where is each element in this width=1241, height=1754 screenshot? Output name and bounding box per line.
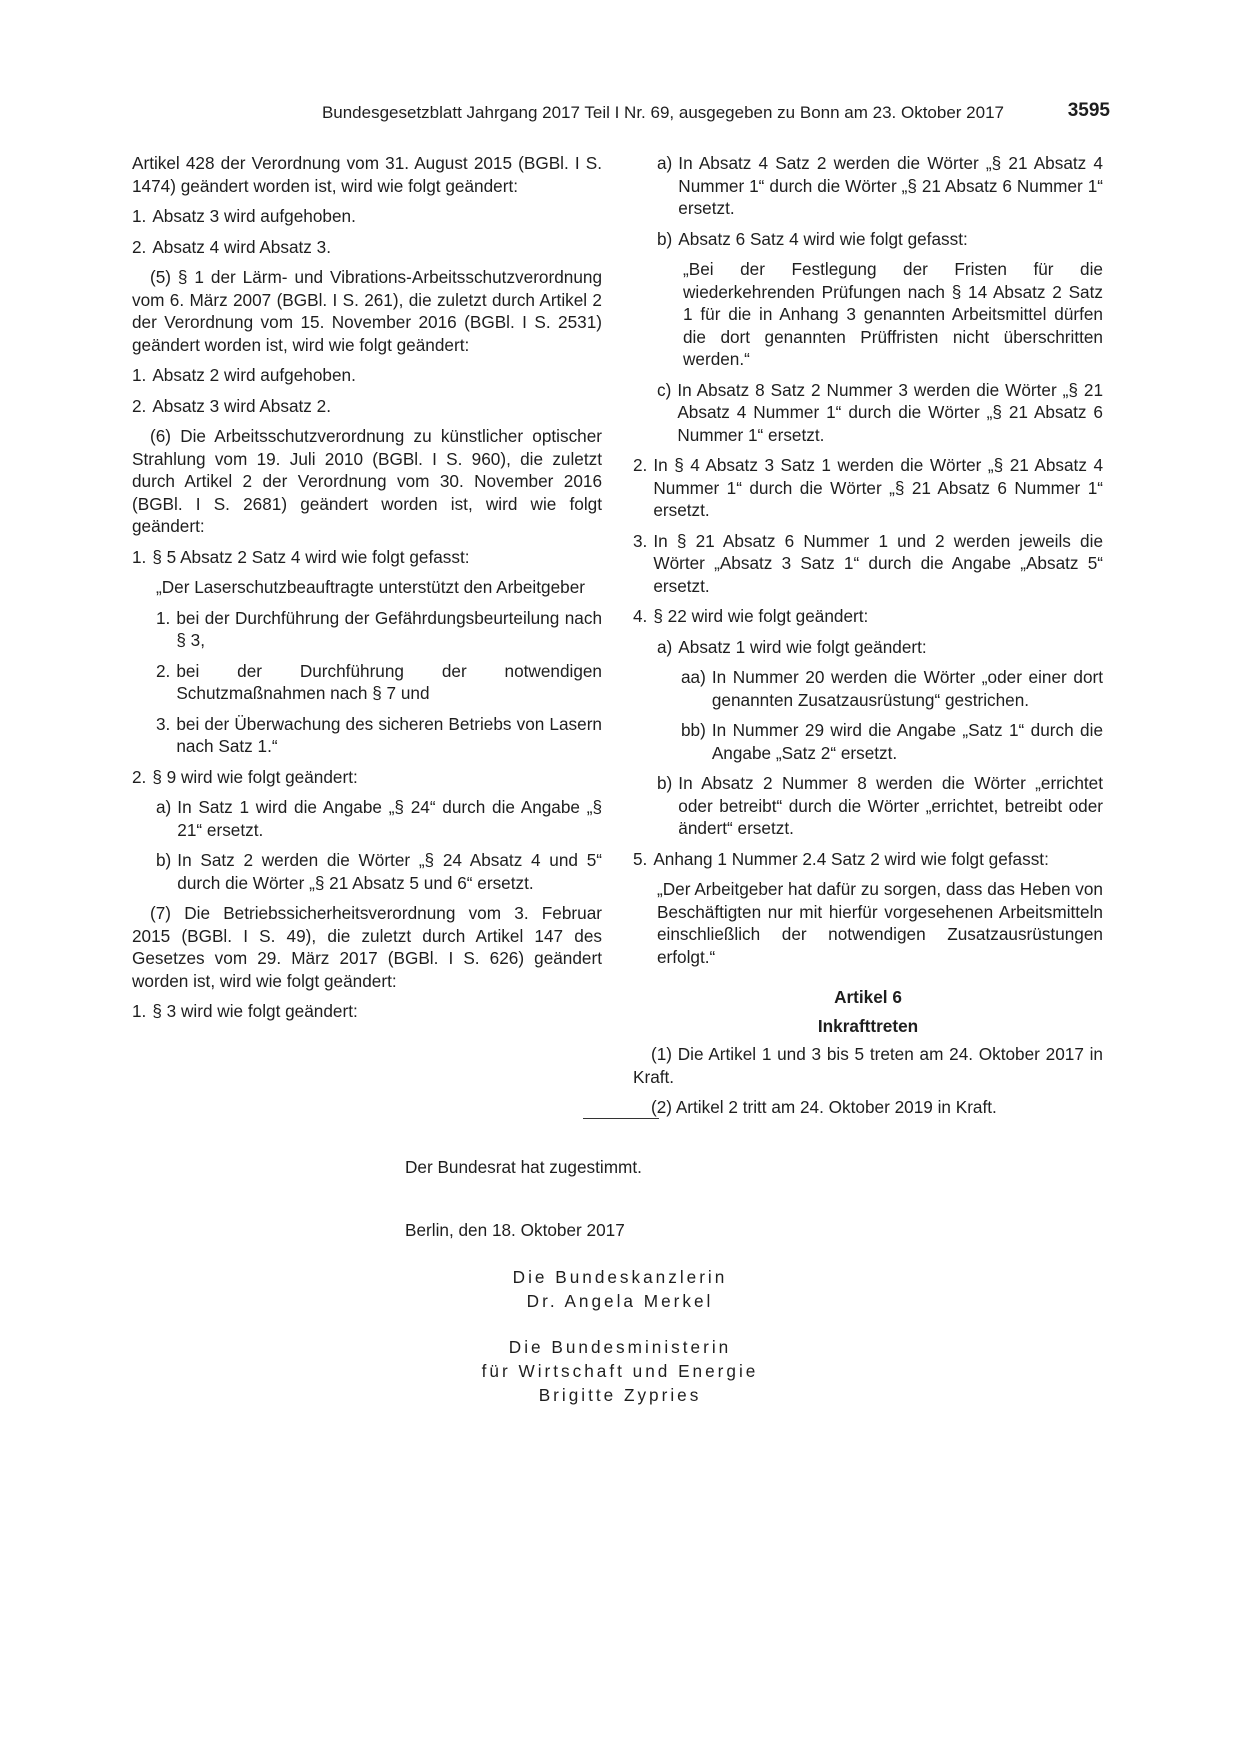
- list-item: 2. Absatz 4 wird Absatz 3.: [132, 236, 331, 257]
- signatory-name: Brigitte Zypries: [538, 1385, 702, 1405]
- page-header: [130, 100, 1110, 130]
- list-item: 2. In § 4 Absatz 3 Satz 1 werden die Wörter „§ 21 Absatz 4 Nummer 1“ durch die Wörter „§ 21 Absatz 6 Nummer 1“ ersetzt.: [633, 455, 1103, 520]
- quote: „Bei der Festlegung der Fristen für die wiederkehrenden Prüfungen nach § 14 Absatz 2 Satz 1 für die in Anhang 3 genannten Arbeitsmittel dürfen die dort genannten Prüffristen nicht überschritten werden.“: [683, 259, 1103, 369]
- list-item: a) Absatz 1 wird wie folgt geändert:: [657, 636, 927, 657]
- list-item: 3. In § 21 Absatz 6 Nummer 1 und 2 werden jeweils die Wörter „Absatz 3 Satz 1“ durch die Angabe „Absatz 5“ ersetzt.: [633, 530, 1103, 596]
- list-item: 1. Absatz 2 wird aufgehoben.: [132, 365, 356, 385]
- paragraph-6: (6) Die Arbeitsschutzverordnung zu künstlicher optischer Strahlung vom 19. Juli 2010 (BGBl. I S. 960), die zuletzt durch Artikel 2 der Verordnung vom 30. November 2016 (BGBl. I S. 2681) geändert worden ist, wird wie folgt geändert:: [132, 426, 602, 536]
- header-title: Bundesgesetzblatt Jahrgang 2017 Teil I Nr. 69, ausgegeben zu Bonn am 23. Oktober 2017: [321, 103, 1004, 122]
- list-item: 2. § 9 wird wie folgt geändert:: [132, 766, 358, 787]
- right-column: [633, 152, 1103, 1127]
- list-item: 1. bei der Durchführung der Gefährdungsbeurteilung nach § 3,: [156, 607, 602, 650]
- signature-block-2: [400, 1335, 840, 1407]
- consent-line: Der Bundesrat hat zugestimmt.: [405, 1157, 642, 1177]
- list-item: 1. Absatz 3 wird aufgehoben.: [132, 206, 356, 226]
- list-item: b) Absatz 6 Satz 4 wird wie folgt gefasst:: [657, 228, 968, 249]
- signatory-role: Die Bundeskanzlerin: [512, 1267, 728, 1287]
- left-column: [132, 152, 602, 1031]
- list-item: 2. Absatz 3 wird Absatz 2.: [132, 395, 331, 416]
- list-item: 1. § 5 Absatz 2 Satz 4 wird wie folgt gefasst:: [132, 546, 470, 567]
- article-paragraph: (1) Die Artikel 1 und 3 bis 5 treten am 24. Oktober 2017 in Kraft.: [633, 1044, 1103, 1087]
- list-item: 1. § 3 wird wie folgt geändert:: [132, 1001, 358, 1021]
- page-number: 3595: [1067, 100, 1110, 121]
- signatory-name: Dr. Angela Merkel: [526, 1291, 714, 1311]
- article-subheading: Inkrafttreten: [817, 1015, 919, 1036]
- list-item: 3. bei der Überwachung des sicheren Betriebs von Lasern nach Satz 1.“: [156, 713, 602, 756]
- paragraph-7: (7) Die Betriebssicherheitsverordnung vom 3. Februar 2015 (BGBl. I S. 49), die zuletzt durch Artikel 147 des Gesetzes vom 29. März 2017 (BGBl. I S. 626) geändert worden ist, wird wie folgt geändert:: [132, 903, 602, 991]
- list-item: 5. Anhang 1 Nummer 2.4 Satz 2 wird wie folgt gefasst:: [633, 848, 1049, 869]
- signatory-role: Die Bundesministerin: [508, 1337, 732, 1357]
- list-item: a) In Absatz 4 Satz 2 werden die Wörter „§ 21 Absatz 4 Nummer 1“ durch die Wörter „§ 21 Absatz 6 Nummer 1“ ersetzt.: [657, 153, 1103, 218]
- list-item: aa) In Nummer 20 werden die Wörter „oder einer dort genannten Zusatzausrüstung“ gestrichen.: [681, 667, 1103, 710]
- list-item: c) In Absatz 8 Satz 2 Nummer 3 werden die Wörter „§ 21 Absatz 4 Nummer 1“ durch die Wörter „§ 21 Absatz 6 Nummer 1“ ersetzt.: [657, 379, 1103, 445]
- quote: „Der Laserschutzbeauftragte unterstützt den Arbeitgeber: [156, 577, 585, 597]
- article-paragraph: (2) Artikel 2 tritt am 24. Oktober 2019 in Kraft.: [651, 1097, 997, 1117]
- quote: „Der Arbeitgeber hat dafür zu sorgen, dass das Heben von Beschäftigten nur mit hierfür vorgesehenen Arbeitsmitteln einschließlich der notwendigen Zusatzausrüstungen erfolgt.“: [657, 879, 1103, 967]
- article-heading: Artikel 6: [834, 987, 902, 1007]
- paragraph-5: (5) § 1 der Lärm- und Vibrations-Arbeitsschutzverordnung vom 6. März 2007 (BGBl. I S. 261), die zuletzt durch Artikel 2 der Verordnung vom 15. November 2016 (BGBl. I S. 2531) geändert worden ist, wird wie folgt geändert:: [132, 267, 602, 355]
- signatory-role: für Wirtschaft und Energie: [481, 1361, 759, 1381]
- place-date: Berlin, den 18. Oktober 2017: [405, 1220, 625, 1240]
- intro-paragraph: Artikel 428 der Verordnung vom 31. August 2015 (BGBl. I S. 1474) geändert worden ist, wird wie folgt geändert:: [132, 153, 602, 196]
- signature-block-1: [400, 1265, 840, 1313]
- list-item: 4. § 22 wird wie folgt geändert:: [633, 606, 869, 626]
- list-item: 2. bei der Durchführung der notwendigen Schutzmaßnahmen nach § 7 und: [156, 660, 602, 703]
- list-item: b) In Absatz 2 Nummer 8 werden die Wörter „errichtet oder betreibt“ durch die Wörter „errichtet, betreibt oder ändert“ ersetzt.: [657, 773, 1103, 838]
- list-item: b) In Satz 2 werden die Wörter „§ 24 Absatz 4 und 5“ durch die Wörter „§ 21 Absatz 5 und 6“ ersetzt.: [156, 850, 602, 893]
- list-item: bb) In Nummer 29 wird die Angabe „Satz 1“ durch die Angabe „Satz 2“ ersetzt.: [681, 720, 1103, 763]
- list-item: a) In Satz 1 wird die Angabe „§ 24“ durch die Angabe „§ 21“ ersetzt.: [156, 797, 602, 840]
- divider: [583, 1118, 659, 1119]
